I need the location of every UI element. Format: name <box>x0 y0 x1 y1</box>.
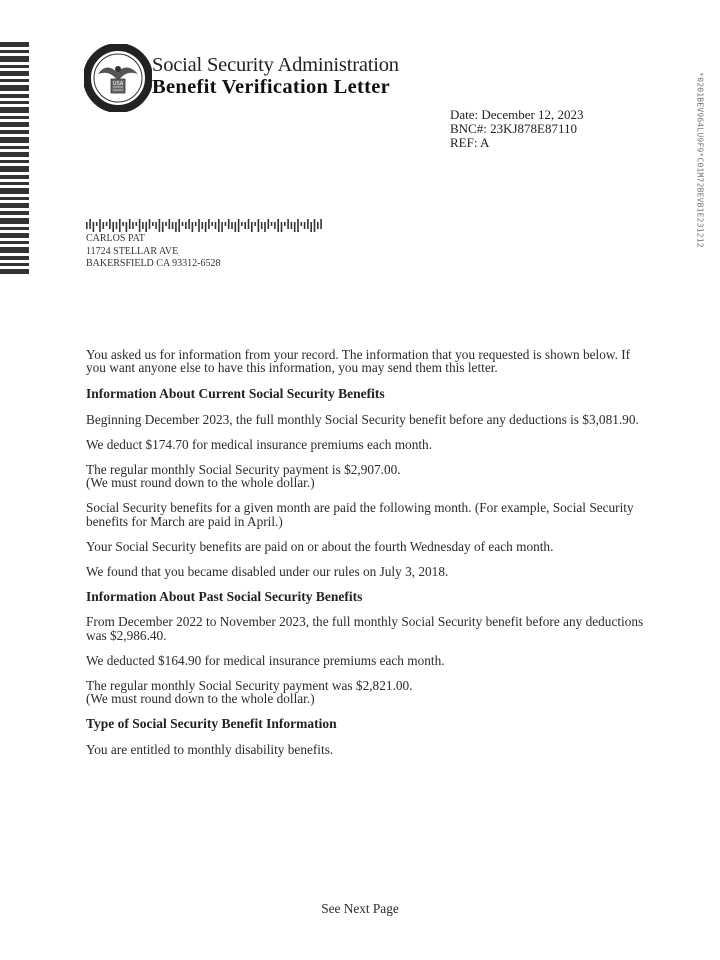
reference: REF: A <box>450 135 490 150</box>
letter-date: Date: December 12, 2023 <box>450 107 584 122</box>
current-payment-block <box>86 463 646 489</box>
bnc-number: BNC#: 23KJ878E87110 <box>450 121 577 136</box>
benefit-type-text: You are entitled to monthly disability benefits. <box>86 741 334 757</box>
intro-paragraph: You asked us for information from your record. The information that you requested is shown below. If you want anyone else to have this information, you may send them this letter. <box>86 347 631 376</box>
past-round-note: (We must round down to the whole dollar.) <box>86 691 315 707</box>
disabled-date: We found that you became disabled under our rules on July 3, 2018. <box>86 564 449 580</box>
recipient-street: 11724 STELLAR AVE <box>86 245 179 257</box>
benefit-type-heading: Type of Social Security Benefit Information <box>86 716 337 732</box>
letter-title: Benefit Verification Letter <box>152 76 391 98</box>
ssa-seal-icon <box>84 44 152 112</box>
vertical-document-code: *0201BEV964LU9F9*C01M72BEVB1E231212 <box>695 72 705 248</box>
past-deduction: We deducted $164.90 for medical insurance premiums each month. <box>86 652 445 668</box>
current-benefits-heading: Information About Current Social Security Benefits <box>86 386 385 402</box>
postal-barcode <box>86 219 326 232</box>
letter-meta <box>450 108 584 150</box>
past-full-benefit: From December 2022 to November 2023, the full monthly Social Security benefit before any deductions was $2,986.40. <box>86 614 644 643</box>
left-margin-barcode <box>0 42 29 274</box>
see-next-page: See Next Page <box>321 901 399 916</box>
recipient-city-state-zip: BAKERSFIELD CA 93312-6528 <box>86 258 221 269</box>
paid-following-month: Social Security benefits for a given month are paid the following month. (For example, Social Security benefits for March are paid in April.) <box>86 500 634 529</box>
recipient-address <box>86 233 220 271</box>
svg-text:USA: USA <box>112 81 124 87</box>
past-benefits-heading: Information About Past Social Security Benefits <box>86 589 363 605</box>
current-full-benefit: Beginning December 2023, the full monthly Social Security benefit before any deductions is $3,081.90. <box>86 411 639 427</box>
letter-body <box>86 348 646 768</box>
current-round-note: (We must round down to the whole dollar.) <box>86 475 315 491</box>
current-deduction: We deduct $174.70 for medical insurance premiums each month. <box>86 436 433 452</box>
agency-name: Social Security Administration <box>152 54 399 76</box>
recipient-name: CARLOS PAT <box>86 233 145 244</box>
current-payment: The regular monthly Social Security payment is $2,907.00. <box>86 462 401 478</box>
past-payment: The regular monthly Social Security payment was $2,821.00. <box>86 678 413 694</box>
pay-day: Your Social Security benefits are paid on or about the fourth Wednesday of each month. <box>86 538 554 554</box>
past-payment-block <box>86 679 646 705</box>
